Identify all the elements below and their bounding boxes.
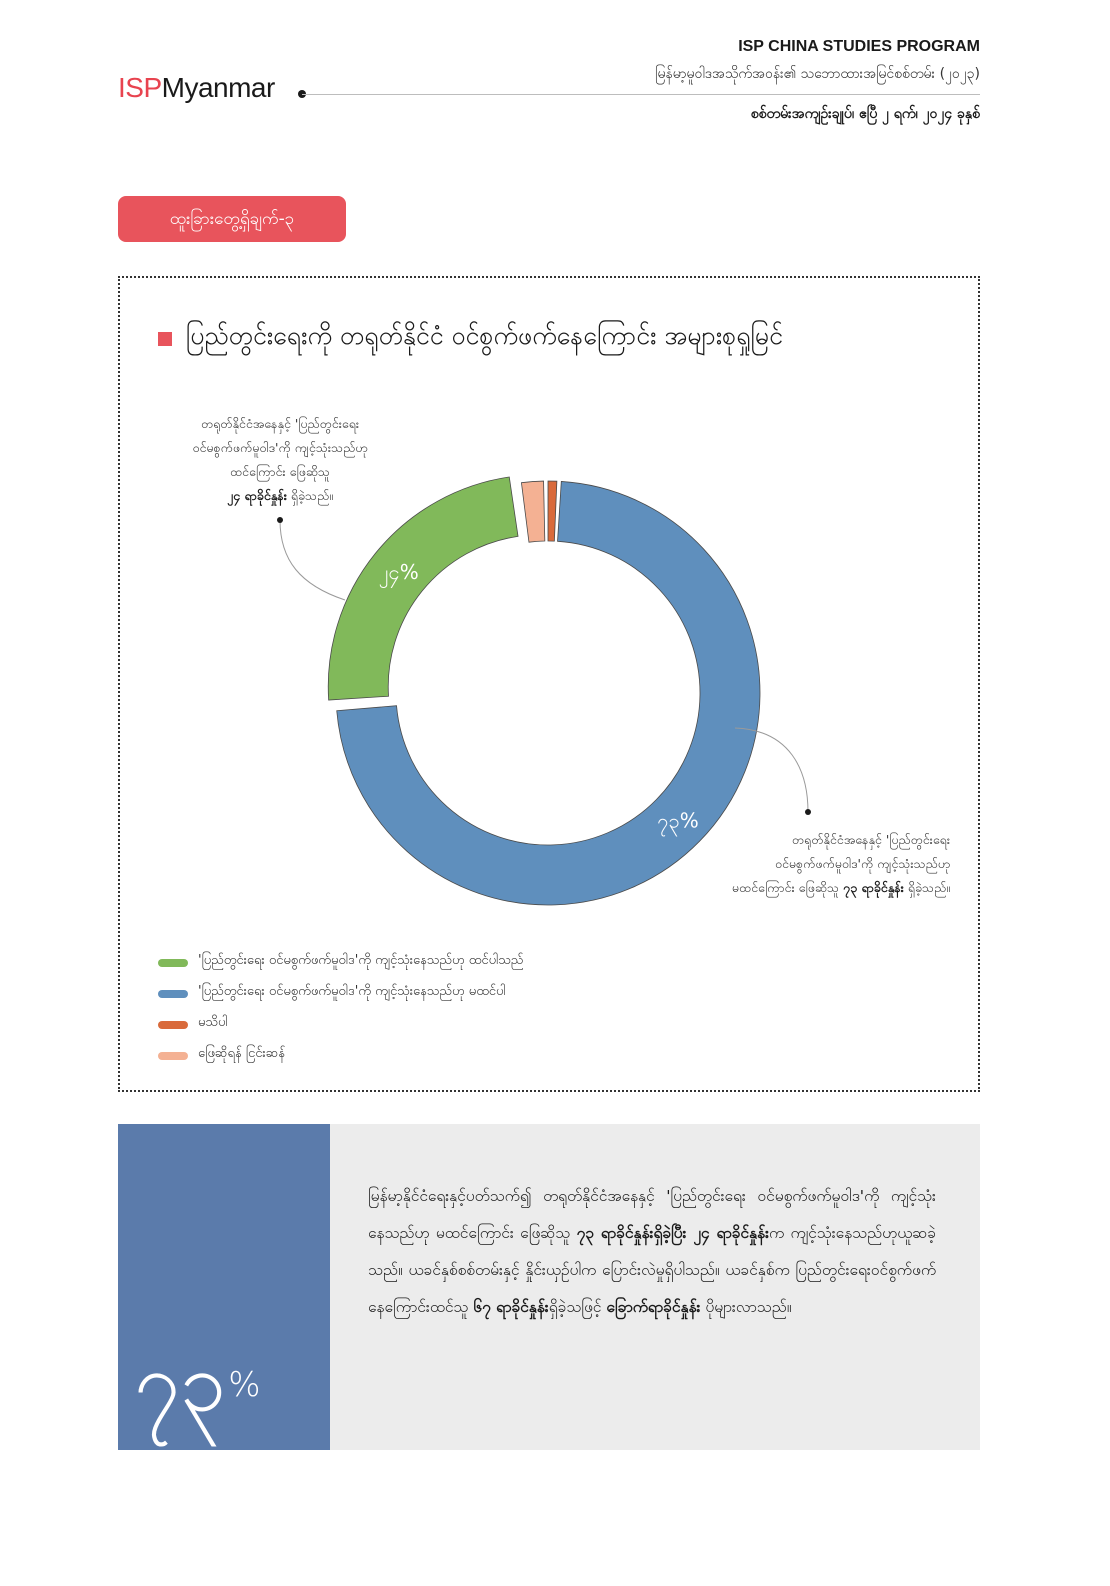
left-annotation-line3: ထင်ကြောင်း ဖြေဆိုသူ: [229, 464, 331, 479]
survey-series-title: မြန်မာ့မူဝါဒအသိုက်အဝန်း၏ သဘောထားအမြင်စစ်တမ်း (၂၀၂၃): [655, 66, 980, 82]
right-annotation-line3: [640, 876, 950, 900]
right-annotation-lead: မထင်ကြောင်း ဖြေဆိုသူ: [731, 880, 844, 895]
summary-part2: က ကျင့်သုံးနေသည်ဟုယူဆခဲ့သည်။ ယခင်နှစ်စစ်တမ်းနှင့် နှိုင်းယှဉ်ပါက ပြောင်းလဲမှုရှိပါသည်။ ယခင်နှစ်က ပြည်တွင်းရေးဝင်စွက်ဖက်နေကြောင်းထင်သူ: [368, 1224, 936, 1316]
summary-bold1: ၇၃ ရာခိုင်နှုန်းရှိခဲ့ပြီး ၂၄ ရာခိုင်နှုန်း: [576, 1224, 769, 1242]
donut-slice-4: [548, 481, 557, 541]
summary-part1: မြန်မာ့နိုင်ငံရေးနှင့်ပတ်သက်၍ တရုတ်နိုင်ငံအနေနှင့် 'ပြည်တွင်းရေး ဝင်မစွက်ဖက်မူဝါဒ'ကို ကျင့်သုံးနေသည်ဟု မထင်ကြောင်း ဖြေဆိုသူ: [368, 1187, 936, 1242]
chart-title-text: ပြည်တွင်းရေးကို တရုတ်နိုင်ငံ ဝင်စွက်ဖက်နေကြောင်း အများစုရှုမြင်: [186, 321, 783, 350]
left-annotation-line1: တရုတ်နိုင်ငံအနေနှင့် 'ပြည်တွင်းရေး: [200, 416, 360, 431]
summary-part4: ပိုများလာသည်။: [700, 1298, 792, 1316]
legend-swatch-3: [158, 1021, 188, 1029]
donut-slice-label-2: ၂၄%: [378, 560, 419, 585]
right-annotation-line1: တရုတ်နိုင်ငံအနေနှင့် 'ပြည်တွင်းရေး: [791, 832, 950, 847]
highlight-stat-number: ၇၃: [134, 1335, 227, 1430]
left-annotation-dot: [277, 517, 283, 523]
publication-date: စစ်တမ်းအကျဉ်းချုပ်၊ ဧပြီ ၂ ရက်၊ ၂၀၂၄ ခုနှစ်: [750, 106, 980, 122]
right-annotation: [640, 828, 950, 900]
left-annotation-percent: ၂၄ ရာခိုင်နှုန်း: [226, 488, 287, 503]
right-annotation-line2: ဝင်မစွက်ဖက်မူဝါဒ'ကို ကျင့်သုံးသည်ဟု: [774, 856, 950, 871]
logo-myanmar-text: Myanmar: [161, 72, 275, 103]
left-annotation: [150, 412, 410, 508]
right-annotation-tail: ရှိခဲ့သည်။: [903, 880, 950, 895]
legend-label-1: 'ပြည်တွင်းရေး ဝင်မစွက်ဖက်မူဝါဒ'ကို ကျင့်သုံးနေသည်ဟု ထင်ပါသည်: [198, 953, 524, 968]
summary-text: [368, 1178, 936, 1326]
summary-bold3: ခြောက်ရာခိုင်နှုန်း: [606, 1298, 701, 1316]
program-name: ISP CHINA STUDIES PROGRAM: [738, 38, 980, 55]
legend-label-4: ဖြေဆိုရန် ငြင်းဆန်: [198, 1046, 286, 1061]
legend-swatch-2: [158, 990, 188, 998]
donut-slice-2: [328, 477, 518, 700]
legend-swatch-1: [158, 959, 188, 967]
left-annotation-line4: [150, 484, 410, 508]
legend-swatch-4: [158, 1052, 188, 1060]
legend-label-3: မသိပါ: [198, 1015, 228, 1030]
donut-slice-3: [521, 481, 544, 542]
summary-part3: ရှိခဲ့သဖြင့်: [548, 1298, 607, 1316]
summary-bold2: ၆၇ ရာခိုင်နှုန်း: [473, 1298, 549, 1316]
logo-isp-text: ISP: [118, 72, 162, 103]
left-annotation-tail: ရှိခဲ့သည်။: [286, 488, 334, 503]
legend-label-2: 'ပြည်တွင်းရေး ဝင်မစွက်ဖက်မူဝါဒ'ကို ကျင့်သုံးနေသည်ဟု မထင်ပါ: [198, 984, 506, 999]
donut-slice-label-1: ၇၃%: [657, 808, 699, 833]
highlight-stat: [134, 1330, 261, 1451]
right-annotation-dot: [805, 809, 811, 815]
left-annotation-line2: ဝင်မစွက်ဖက်မူဝါဒ'ကို ကျင့်သုံးသည်ဟု: [192, 440, 368, 455]
left-annotation-leader: [280, 520, 345, 600]
finding-tag: ထူးခြားတွေ့ရှိချက်-၃: [118, 196, 346, 242]
highlight-stat-percent-sign: %: [228, 1365, 261, 1405]
right-annotation-percent: ၇၃ ရာခိုင်နှုန်း: [843, 880, 904, 895]
